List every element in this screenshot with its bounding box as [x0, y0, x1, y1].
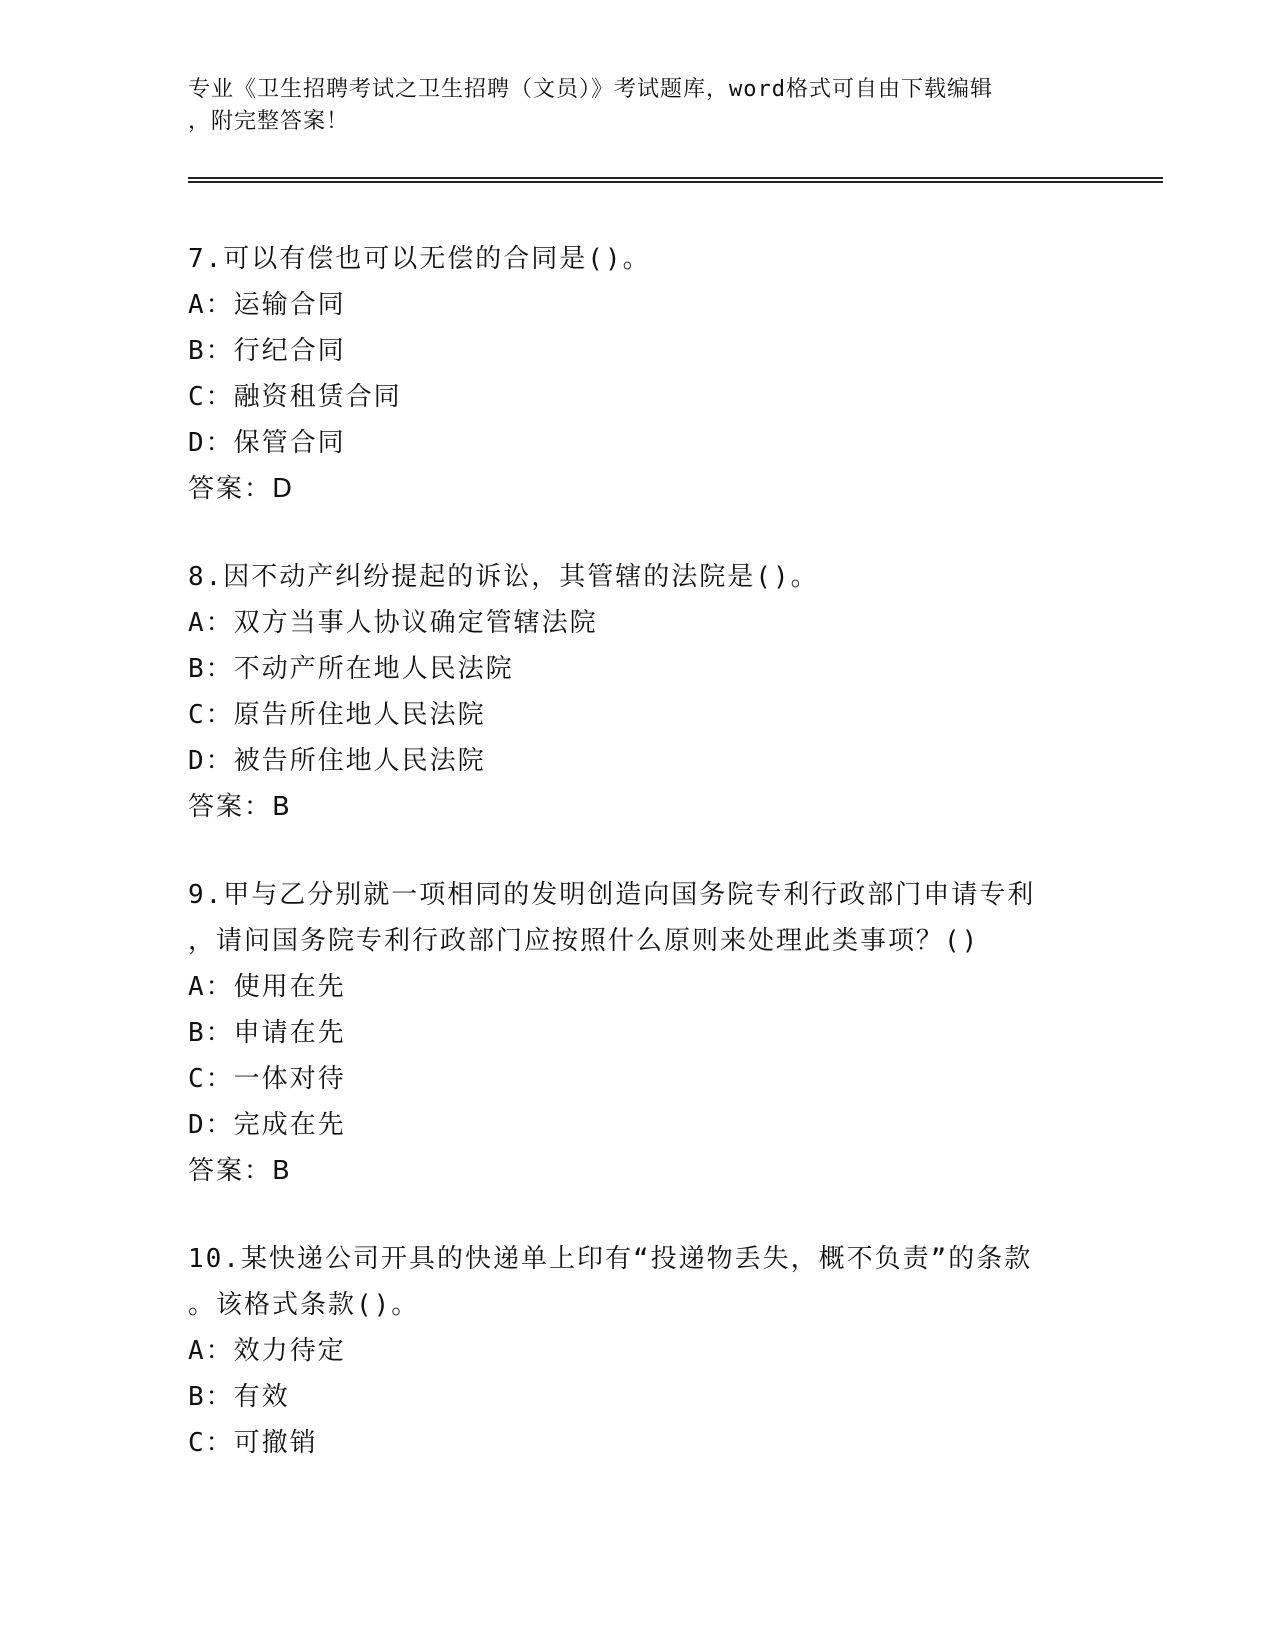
option-a: A：运输合同 [188, 290, 346, 320]
question-stem-line-2: ，请问国务院专利行政部门应按照什么原则来处理此类事项？() [188, 926, 980, 956]
option-c: C：可撤销 [188, 1428, 318, 1458]
option-c: C：融资租赁合同 [188, 382, 402, 412]
header-divider [188, 177, 1163, 183]
option-b: B：申请在先 [188, 1018, 346, 1048]
question-7 [188, 236, 1088, 512]
answer: 答案：D [188, 474, 295, 504]
option-a: A：双方当事人协议确定管辖法院 [188, 608, 598, 638]
answer: 答案：B [188, 1156, 292, 1186]
question-stem-line-1: 10.某快递公司开具的快递单上印有“投递物丢失，概不负责”的条款 [188, 1244, 1033, 1274]
option-c: C：一体对待 [188, 1064, 346, 1094]
option-c: C：原告所住地人民法院 [188, 700, 486, 730]
header-line-1: 专业《卫生招聘考试之卫生招聘（文员）》考试题库，word格式可自由下载编辑 [188, 77, 993, 102]
question-8 [188, 554, 1088, 830]
question-stem-line-1: 9.甲与乙分别就一项相同的发明创造向国务院专利行政部门申请专利 [188, 880, 1036, 910]
question-list [188, 236, 1088, 1508]
question-10 [188, 1236, 1088, 1466]
option-d: D：被告所住地人民法院 [188, 746, 486, 776]
question-9 [188, 872, 1088, 1194]
header-line-2: ，附完整答案！ [188, 109, 350, 134]
question-stem: 8.因不动产纠纷提起的诉讼，其管辖的法院是()。 [188, 562, 819, 592]
question-stem-line-2: 。该格式条款()。 [188, 1290, 420, 1320]
option-a: A：效力待定 [188, 1336, 346, 1366]
option-b: B：不动产所在地人民法院 [188, 654, 514, 684]
option-d: D：保管合同 [188, 428, 346, 458]
option-d: D：完成在先 [188, 1110, 346, 1140]
answer: 答案：B [188, 792, 292, 822]
option-b: B：有效 [188, 1382, 290, 1412]
question-stem: 7.可以有偿也可以无偿的合同是()。 [188, 244, 651, 274]
option-b: B：行纪合同 [188, 336, 346, 366]
option-a: A：使用在先 [188, 972, 346, 1002]
document-header [188, 74, 1088, 138]
